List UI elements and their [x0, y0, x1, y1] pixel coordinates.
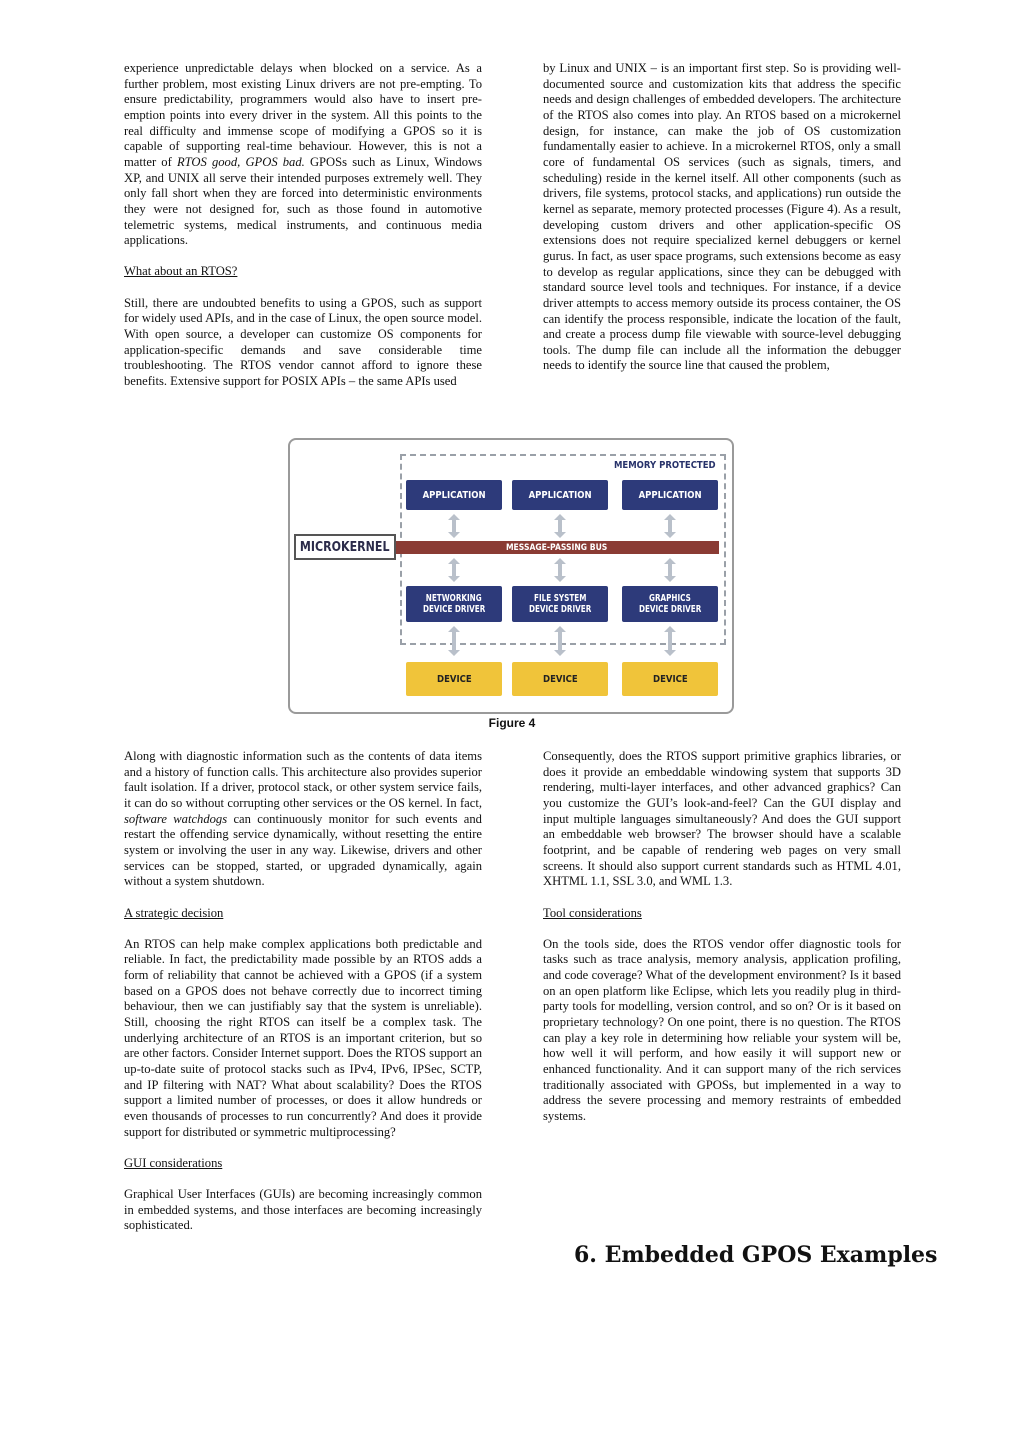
emphasis: RTOS good, GPOS bad.: [176, 154, 305, 169]
paragraph: Still, there are undoubted benefits to using a GPOS, such as support for widely used APIs, and in the case of Linux, the open source model. With open source, a developer can customize OS components for application-specific demands and save considerable time troubleshooting. The RTOS vendor cannot afford to ignore these benefits. Extensive support for POSIX APIs – the same APIs used: [124, 295, 482, 388]
double-arrow-icon: [553, 558, 567, 582]
application-box: APPLICATION: [406, 480, 502, 510]
double-arrow-icon: [663, 626, 677, 656]
microkernel-architecture-figure: [288, 438, 734, 714]
column-2: [543, 61, 901, 374]
double-arrow-icon: [553, 514, 567, 538]
paragraph: On the tools side, does the RTOS vendor offer diagnostic tools for tasks such as trace analysis, memory analysis, application profiling, and code coverage? What of the development environment? Is it based on an open platform like Eclipse, which lets you readily plug in third-party tools for modelling, version control, and so on? Or is it based on proprietary technology? On one point, there is no question. The RTOS can play a key role in determining how reliable your system will be, how well it will perform, and how easily it will support new or enhanced functionality. And it can support many of the rich services traditionally associated with GPOSs, but implemented in a way to address the severe processing and memory restraints of embedded systems.: [543, 936, 901, 1123]
application-box: APPLICATION: [512, 480, 608, 510]
paragraph: experience unpredictable delays when blocked on a service. As a further problem, most existing Linux drivers are not pre-empting. To ensure predictability, programmers would also have to insert pre-emption points into every driver in the system. All this points to the real difficulty and immense scope of modifying a GPOS so it is capable of supporting real-time behaviour. However, this is not a matter of RTOS good, GPOS bad. GPOSs such as Linux, Windows XP, and UNIX all serve their intended purposes extremely well. They only fall short when they are forced into deterministic environments they were not designed for, such as those found in automotive telemetric systems, medical instruments, and continuous media applications.: [124, 61, 482, 248]
microkernel-box: MICROKERNEL: [294, 534, 396, 560]
device-box: DEVICE: [622, 662, 718, 696]
section-heading: What about an RTOS?: [124, 264, 238, 279]
double-arrow-icon: [553, 626, 567, 656]
double-arrow-icon: [447, 558, 461, 582]
networking-driver-box: NETWORKING DEVICE DRIVER: [406, 586, 502, 622]
paragraph: Along with diagnostic information such as the contents of data items and a history of function calls. This architecture also provides superior fault isolation. If a driver, protocol stack, or other system service fails, it can do so without corrupting other services or the OS kernel. In fact, software watchdogs can continuously monitor for such events and restart the offending service dynamically, without resetting the entire system or involving the user in any way. Likewise, drivers and other services can be stopped, started, or upgraded dynamically, again without a system shutdown.: [124, 749, 482, 889]
paragraph: Graphical User Interfaces (GUIs) are becoming increasingly common in embedded systems, and those interfaces are becoming increasingly sophisticated.: [124, 1187, 482, 1233]
device-box: DEVICE: [512, 662, 608, 696]
application-box: APPLICATION: [622, 480, 718, 510]
double-arrow-icon: [447, 514, 461, 538]
figure-caption: Figure 4: [488, 716, 536, 730]
section-heading: A strategic decision: [124, 905, 224, 920]
section-heading: GUI considerations: [124, 1155, 223, 1170]
section-heading: Tool considerations: [543, 905, 642, 920]
graphics-driver-box: GRAPHICS DEVICE DRIVER: [622, 586, 718, 622]
paragraph: by Linux and UNIX – is an important first step. So is providing well-documented source and customization kits that address the specific needs and design challenges of embedded developers. The architecture of the RTOS also comes into play. An RTOS based on a microkernel design, for instance, can make the job of OS customization fundamentally easier to achieve. In a microkernel RTOS, only a small core of fundamental OS services (such as signals, timers, and scheduling) reside in the kernel itself. All other components (such as drivers, file systems, protocol stacks, and applications) run outside the kernel as separate, memory protected processes (Figure 4). As a result, developing custom drivers and other application-specific OS extensions does not require specialized kernel debuggers or kernel gurus. In fact, as user space programs, such extensions become as easy to develop as regular applications, since they can be debugged with standard source level tools and techniques. For instance, if a device driver attempts to access memory outside its process container, the OS can identify the process responsible, indicate the location of the fault, and create a process dump file viewable with source-level debugging tools. The dump file can include all the information the debugger needs to identify the source line that caused the problem,: [543, 61, 901, 373]
double-arrow-icon: [663, 558, 677, 582]
column-3: [124, 749, 482, 1234]
double-arrow-icon: [663, 514, 677, 538]
column-4: [543, 749, 901, 1125]
device-box: DEVICE: [406, 662, 502, 696]
memory-protected-label: MEMORY PROTECTED: [614, 460, 716, 471]
paragraph: Consequently, does the RTOS support primitive graphics libraries, or does it provide an embeddable windowing system that supports 3D rendering, multi-layer interfaces, and other advanced graphics? Can you customize the GUI’s look-and-feel? Can the GUI display and input multiple languages simultaneously? And does the GUI support an embeddable web browser? The browser should have a scalable footprint, and be capable of rendering web pages on very small screens. It should also support current standards such as HTML 4.01, XHTML 1.1, SSL 3.0, and WML 1.3.: [543, 749, 901, 889]
message-passing-bus: MESSAGE-PASSING BUS: [394, 541, 719, 554]
double-arrow-icon: [447, 626, 461, 656]
section-title: 6. Embedded GPOS Examples: [574, 1242, 938, 1268]
emphasis: software watchdogs: [124, 811, 228, 826]
paragraph: An RTOS can help make complex applications both predictable and reliable. In fact, the predictability made possible by an RTOS adds a form of reliability that cannot be achieved with a GPOS (if a system based on a GPOS does not behave correctly due to incorrect timing behaviour, then we can justifiably say that the system is unreliable). Still, choosing the right RTOS can itself be a complex task. The underlying architecture of an RTOS is an important criterion, but so are other factors. Consider Internet support. Does the RTOS support an up-to-date suite of protocol stacks such as IPv4, IPv6, IPSec, SCTP, and IP filtering with NAT? What about scalability? Does the RTOS support a limited number of processes, or does it allow hundreds or even thousands of processes to run concurrently? And does it provide support for distributed or symmetric multiprocessing?: [124, 936, 482, 1139]
column-1: [124, 61, 482, 390]
file-system-driver-box: FILE SYSTEM DEVICE DRIVER: [512, 586, 608, 622]
